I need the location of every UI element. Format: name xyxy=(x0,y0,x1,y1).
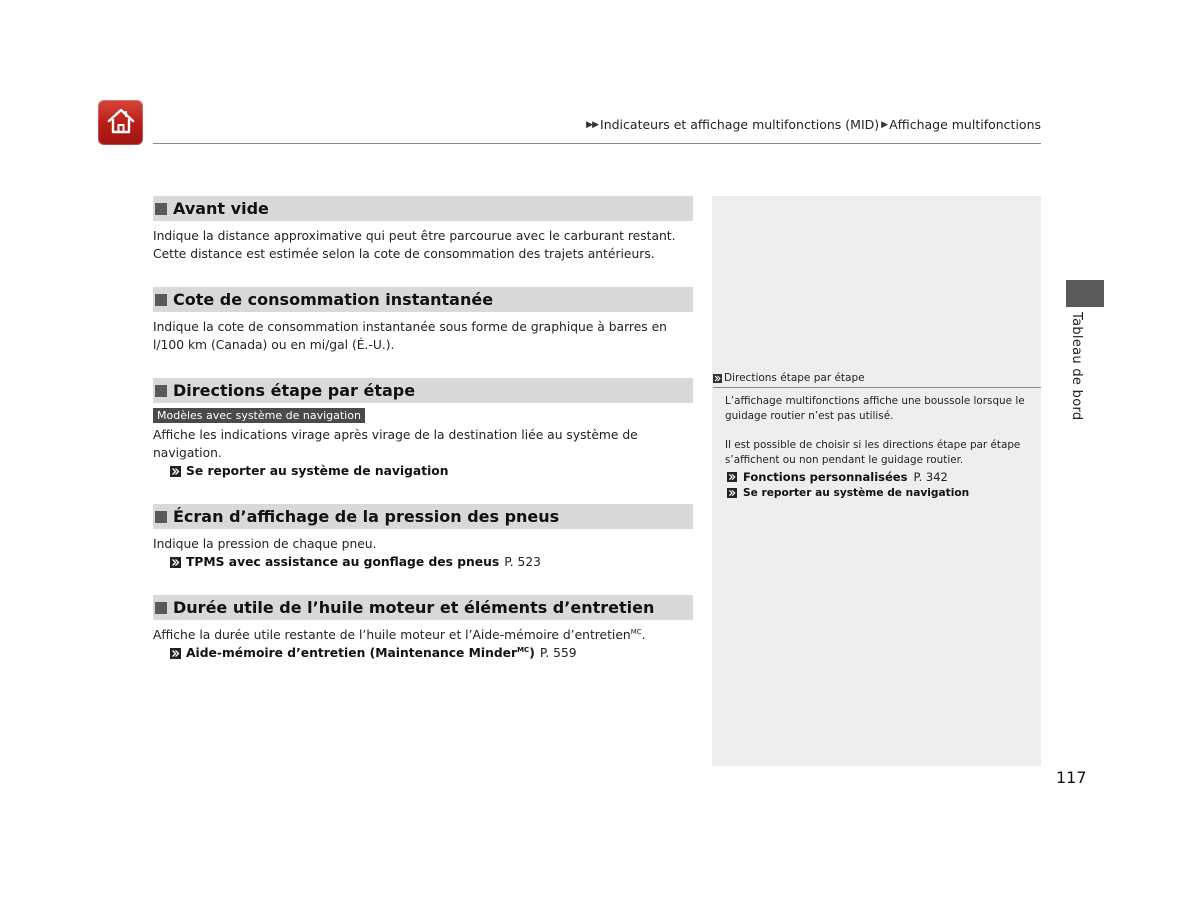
section-huile xyxy=(153,595,693,662)
reference-link-maintenance[interactable] xyxy=(153,644,693,662)
reference-arrow-icon xyxy=(727,472,737,482)
chapter-tab-label[interactable]: Tableau de bord xyxy=(1069,312,1084,421)
chapter-tab[interactable] xyxy=(1066,280,1104,307)
section-text: Indique la pression de chaque pneu. xyxy=(153,537,377,551)
reference-label xyxy=(186,644,535,662)
side-note-directions xyxy=(713,372,1041,501)
reference-page: P. 559 xyxy=(539,646,577,660)
trademark-mark: MC xyxy=(517,645,530,654)
breadcrumb-item-affichage[interactable]: Affichage multifonctions xyxy=(889,117,1041,132)
section-text xyxy=(153,626,693,644)
section-pression xyxy=(153,504,693,571)
reference-label: Fonctions personnalisées xyxy=(743,470,908,484)
reference-link-navigation[interactable] xyxy=(153,462,693,480)
side-reference-link-fonctions[interactable] xyxy=(713,469,1041,485)
section-consommation xyxy=(153,287,693,354)
section-directions xyxy=(153,378,693,480)
section-text: Indique la cote de consommation instantanée sous forme de graphique à barres en l/100 km (Canada) ou en mi/gal (É.-U.). xyxy=(153,320,667,352)
section-text-end: . xyxy=(641,628,646,642)
section-heading xyxy=(153,504,693,529)
square-bullet-icon xyxy=(155,602,167,614)
section-heading xyxy=(153,287,693,312)
section-title: Avant vide xyxy=(173,199,269,218)
home-button[interactable] xyxy=(98,100,143,145)
breadcrumb xyxy=(586,117,1041,132)
home-icon xyxy=(105,106,137,140)
breadcrumb-arrow-icon: ▶ xyxy=(881,119,888,130)
header-divider xyxy=(153,143,1041,144)
square-bullet-icon xyxy=(155,203,167,215)
breadcrumb-item-mid[interactable]: Indicateurs et affichage multifonctions (MID) xyxy=(600,117,880,132)
side-note-paragraph: Il est possible de choisir si les directions étape par étape s’affichent ou non pendant le guidage routier. xyxy=(725,439,1021,466)
section-heading xyxy=(153,378,693,403)
section-text: Affiche les indications virage après virage de la destination liée au système de navigation. xyxy=(153,428,638,460)
reference-label: TPMS avec assistance au gonflage des pneus xyxy=(186,555,500,569)
square-bullet-icon xyxy=(155,294,167,306)
reference-link-tpms[interactable] xyxy=(153,553,693,571)
section-title: Cote de consommation instantanée xyxy=(173,290,494,309)
side-note-paragraph: L’affichage multifonctions affiche une boussole lorsque le guidage routier n’est pas utilisé. xyxy=(725,395,1025,422)
breadcrumb-arrow-icon: ▶▶ xyxy=(586,119,599,130)
main-content xyxy=(153,196,693,686)
square-bullet-icon xyxy=(155,385,167,397)
reference-label-end: ) xyxy=(529,646,535,660)
reference-label: Se reporter au système de navigation xyxy=(743,487,970,499)
section-title: Durée utile de l’huile moteur et éléments d’entretien xyxy=(173,598,655,617)
reference-label-text: Aide-mémoire d’entretien (Maintenance Minder xyxy=(186,646,518,660)
reference-page: P. 342 xyxy=(913,470,948,484)
note-arrow-icon xyxy=(713,374,722,383)
section-text-body: Affiche la durée utile restante de l’huile moteur et l’Aide-mémoire d’entretien xyxy=(153,628,631,642)
model-badge: Modèles avec système de navigation xyxy=(153,408,365,423)
section-title: Directions étape par étape xyxy=(173,381,416,400)
reference-page: P. 523 xyxy=(504,555,541,569)
reference-arrow-icon xyxy=(170,557,181,568)
side-note-body xyxy=(713,394,1041,468)
section-text: Indique la distance approximative qui peut être parcourue avec le carburant restant. Cette distance est estimée selon la cote de consommation des trajets antérieurs. xyxy=(153,229,676,261)
trademark-mark: MC xyxy=(630,627,642,636)
section-heading xyxy=(153,595,693,620)
page-number: 117 xyxy=(1056,768,1087,787)
reference-arrow-icon xyxy=(170,648,181,659)
section-title: Écran d’affichage de la pression des pneus xyxy=(173,507,560,526)
side-reference-link-navigation[interactable] xyxy=(713,485,1041,501)
square-bullet-icon xyxy=(155,511,167,523)
side-note-title: Directions étape par étape xyxy=(724,372,865,384)
reference-label: Se reporter au système de navigation xyxy=(186,464,449,478)
section-heading xyxy=(153,196,693,221)
reference-arrow-icon xyxy=(727,488,737,498)
side-note-heading xyxy=(713,372,1041,388)
section-avant-vide xyxy=(153,196,693,263)
reference-arrow-icon xyxy=(170,466,181,477)
